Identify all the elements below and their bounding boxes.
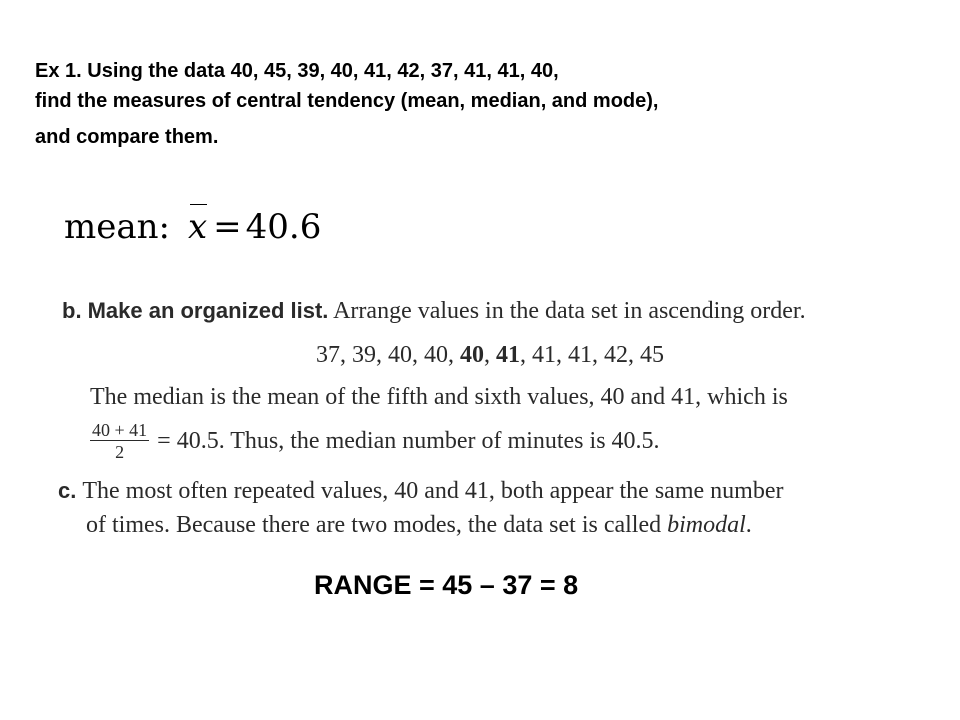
list-separator: , xyxy=(484,342,496,368)
mean-symbol: x xyxy=(187,207,208,247)
problem-line-1: Ex 1. Using the data 40, 45, 39, 40, 41, 42, 37, 41, 41, 40, xyxy=(35,60,559,82)
mean-equals: = xyxy=(213,207,242,247)
part-c-line-1 xyxy=(58,478,783,505)
part-c-period: . xyxy=(745,512,752,538)
bimodal-term: bimodal xyxy=(667,512,746,538)
mean-value: 40.6 xyxy=(245,207,322,247)
part-c-line-2 xyxy=(86,512,752,539)
list-start: 37, 39, 40, 40, xyxy=(316,342,460,368)
list-end: , 41, 41, 42, 45 xyxy=(520,342,664,368)
mean-label: mean: xyxy=(64,207,170,247)
fraction-numerator: 40 + 41 xyxy=(92,420,148,440)
mean-equation xyxy=(64,205,321,249)
part-c-text-1: The most often repeated values, 40 and 41, both appear the same number xyxy=(82,478,784,504)
part-b-heading xyxy=(62,298,806,325)
part-c-letter: c. xyxy=(58,478,77,503)
ordered-list xyxy=(316,342,664,369)
problem-line-3: and compare them. xyxy=(35,126,219,148)
fraction-denominator: 2 xyxy=(115,442,125,462)
problem-line-2: find the measures of central tendency (mean, median, and mode), xyxy=(35,90,659,112)
range-result: RANGE = 45 – 37 = 8 xyxy=(314,570,579,600)
problem-statement xyxy=(35,56,915,152)
list-sixth-value: 41 xyxy=(496,342,520,368)
list-fifth-value: 40 xyxy=(460,342,484,368)
median-fraction xyxy=(90,420,149,462)
part-b-instruction: Arrange values in the data set in ascending order. xyxy=(333,298,806,324)
part-c-text-2: of times. Because there are two modes, the data set is called xyxy=(86,512,668,538)
part-b-letter: b. xyxy=(62,298,82,323)
median-result-line xyxy=(90,420,660,462)
median-result: = 40.5. Thus, the median number of minutes is 40.5. xyxy=(157,427,660,454)
part-b-lead: Make an organized list. xyxy=(87,298,329,323)
median-explanation: The median is the mean of the fifth and sixth values, 40 and 41, which is xyxy=(90,384,788,410)
